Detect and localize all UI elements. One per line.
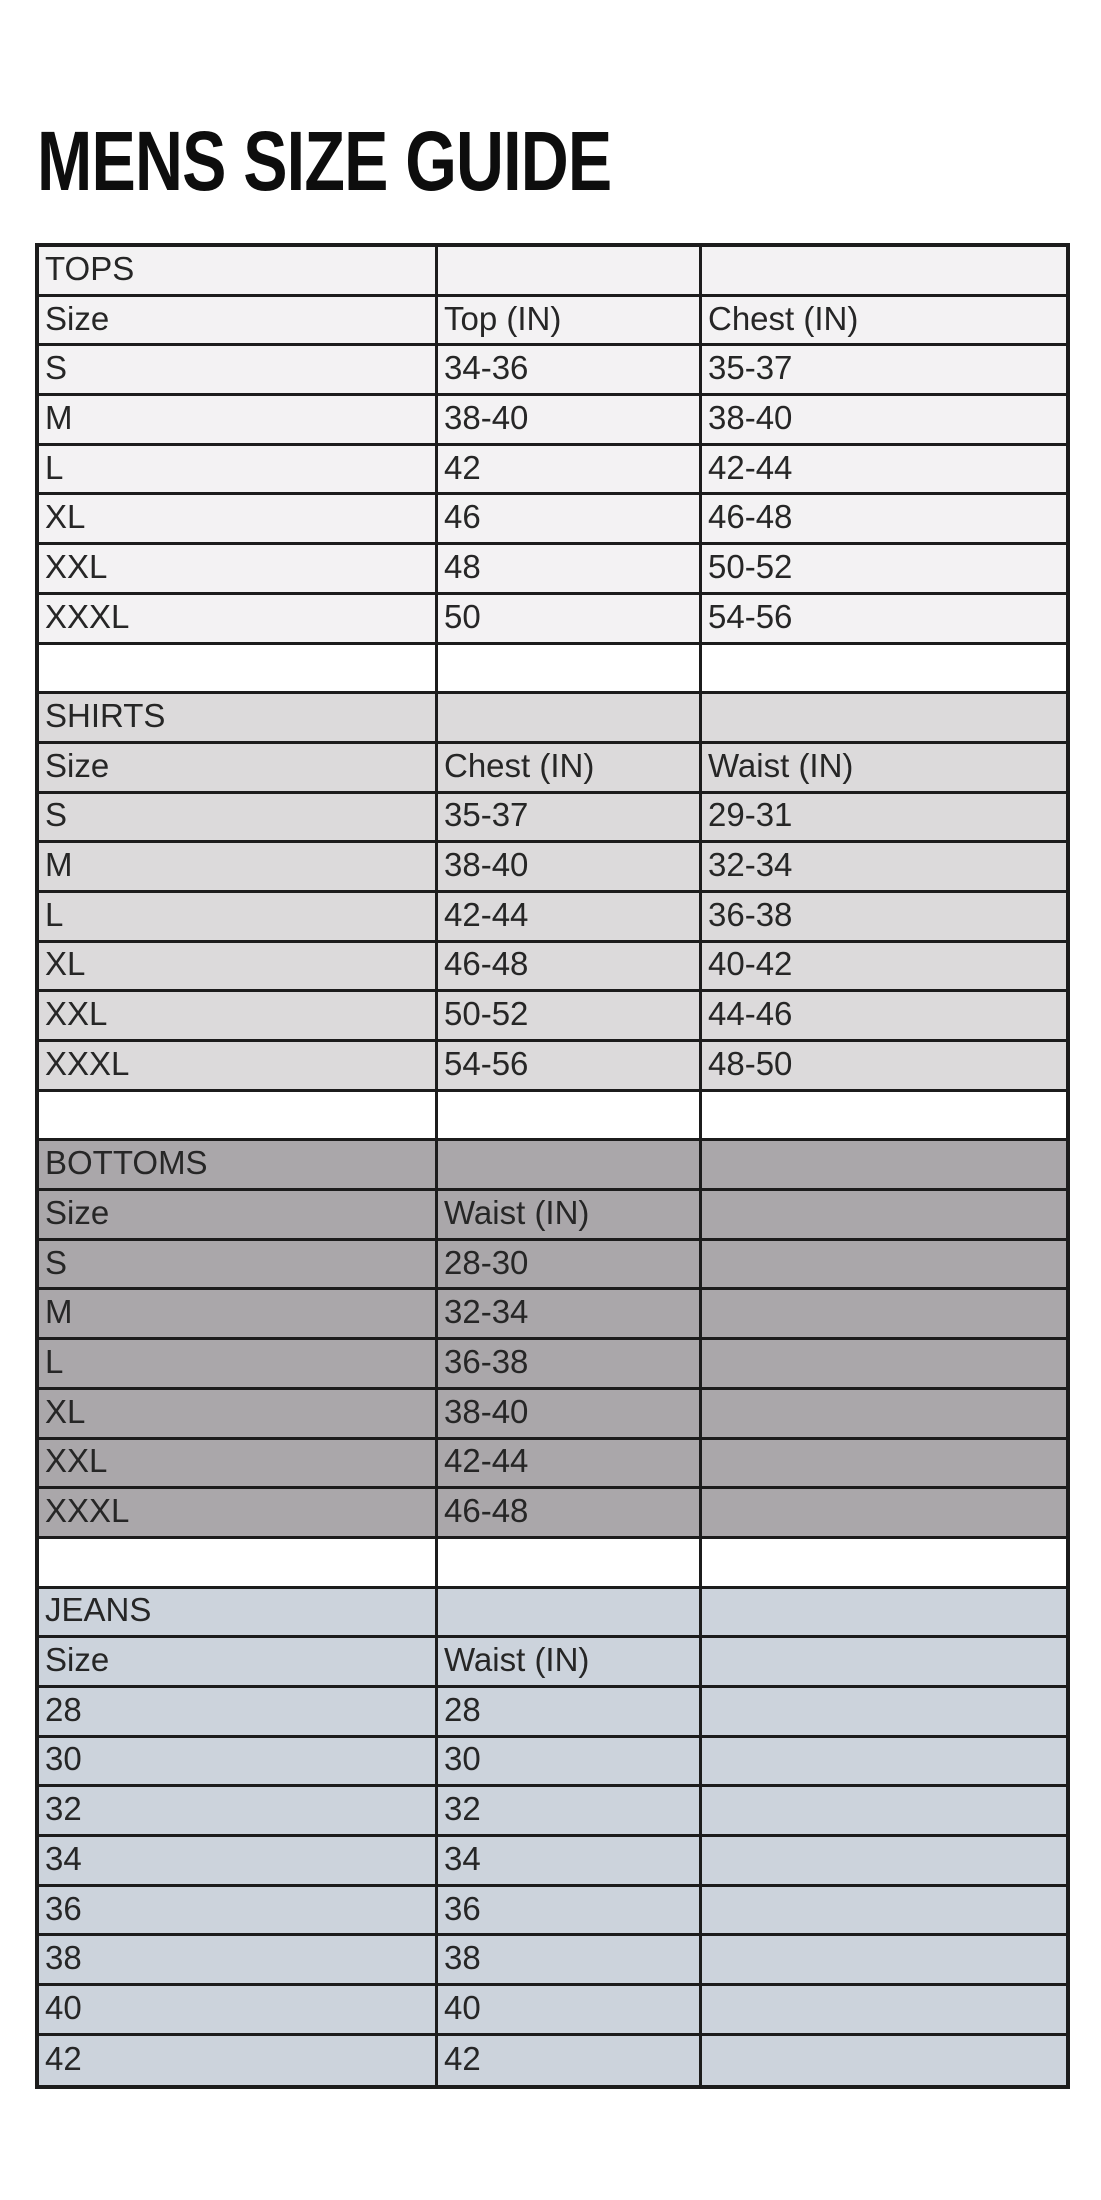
- size-cell: 38: [39, 1936, 438, 1983]
- value-cell: 28-30: [438, 1241, 702, 1288]
- size-cell: XXXL: [39, 595, 438, 642]
- value-cell: [702, 2036, 1066, 2086]
- value-cell: 35-37: [702, 346, 1066, 393]
- table-row: [39, 1688, 1066, 1738]
- value-cell: 38-40: [702, 396, 1066, 443]
- value-cell: 30: [438, 1738, 702, 1785]
- table-row: [39, 595, 1066, 645]
- empty-cell: [438, 1589, 702, 1636]
- value-cell: [702, 1241, 1066, 1288]
- value-cell: [702, 1887, 1066, 1934]
- size-cell: XXL: [39, 1440, 438, 1487]
- value-cell: 32-34: [702, 843, 1066, 890]
- column-header-row: [39, 1638, 1066, 1688]
- size-cell: L: [39, 446, 438, 493]
- value-cell: 32: [438, 1787, 702, 1834]
- value-cell: 46-48: [438, 943, 702, 990]
- section-header-row: [39, 247, 1066, 297]
- value-cell: 36-38: [702, 893, 1066, 940]
- empty-cell: [702, 1539, 1066, 1586]
- column-header-cell: Chest (IN): [702, 297, 1066, 344]
- value-cell: [702, 1738, 1066, 1785]
- column-header-cell: Waist (IN): [438, 1638, 702, 1685]
- value-cell: 50-52: [702, 545, 1066, 592]
- value-cell: 54-56: [702, 595, 1066, 642]
- size-cell: XXXL: [39, 1489, 438, 1536]
- table-row: [39, 495, 1066, 545]
- table-row: [39, 446, 1066, 496]
- value-cell: [702, 1390, 1066, 1437]
- page-title: MENS SIZE GUIDE: [37, 114, 612, 208]
- size-guide-table: [35, 243, 1070, 2089]
- section-title-cell: BOTTOMS: [39, 1141, 438, 1188]
- column-header-cell: [702, 1638, 1066, 1685]
- value-cell: 34-36: [438, 346, 702, 393]
- column-header-cell: Size: [39, 1638, 438, 1685]
- size-cell: XXL: [39, 992, 438, 1039]
- column-header-cell: Chest (IN): [438, 744, 702, 791]
- table-row: [39, 1489, 1066, 1539]
- size-cell: XL: [39, 943, 438, 990]
- value-cell: 46: [438, 495, 702, 542]
- column-header-cell: Waist (IN): [702, 744, 1066, 791]
- value-cell: 42-44: [438, 1440, 702, 1487]
- value-cell: 36: [438, 1887, 702, 1934]
- value-cell: 32-34: [438, 1290, 702, 1337]
- table-row: [39, 1290, 1066, 1340]
- spacer-row: [39, 1092, 1066, 1142]
- value-cell: [702, 1837, 1066, 1884]
- value-cell: 36-38: [438, 1340, 702, 1387]
- section-title-cell: SHIRTS: [39, 694, 438, 741]
- empty-cell: [438, 1092, 702, 1139]
- value-cell: 38-40: [438, 396, 702, 443]
- section-header-row: [39, 1141, 1066, 1191]
- empty-cell: [438, 694, 702, 741]
- empty-cell: [702, 1092, 1066, 1139]
- table-row: [39, 1340, 1066, 1390]
- size-cell: 42: [39, 2036, 438, 2086]
- size-cell: 28: [39, 1688, 438, 1735]
- table-row: [39, 843, 1066, 893]
- spacer-row: [39, 1539, 1066, 1589]
- section-title-cell: JEANS: [39, 1589, 438, 1636]
- table-row: [39, 2036, 1066, 2086]
- value-cell: [702, 1440, 1066, 1487]
- table-row: [39, 943, 1066, 993]
- empty-cell: [39, 1092, 438, 1139]
- size-cell: XXXL: [39, 1042, 438, 1089]
- empty-cell: [438, 645, 702, 692]
- column-header-row: [39, 744, 1066, 794]
- value-cell: 38-40: [438, 1390, 702, 1437]
- column-header-cell: Size: [39, 744, 438, 791]
- value-cell: [702, 1688, 1066, 1735]
- size-cell: S: [39, 794, 438, 841]
- table-row: [39, 794, 1066, 844]
- column-header-cell: Waist (IN): [438, 1191, 702, 1238]
- column-header-cell: Size: [39, 1191, 438, 1238]
- table-row: [39, 1986, 1066, 2036]
- table-row: [39, 1241, 1066, 1291]
- table-row: [39, 346, 1066, 396]
- table-row: [39, 992, 1066, 1042]
- size-cell: 32: [39, 1787, 438, 1834]
- value-cell: 35-37: [438, 794, 702, 841]
- size-cell: XL: [39, 1390, 438, 1437]
- value-cell: [702, 1489, 1066, 1536]
- table-row: [39, 545, 1066, 595]
- value-cell: 46-48: [702, 495, 1066, 542]
- value-cell: [702, 1936, 1066, 1983]
- empty-cell: [438, 247, 702, 294]
- spacer-row: [39, 645, 1066, 695]
- table-row: [39, 1042, 1066, 1092]
- size-cell: XXL: [39, 545, 438, 592]
- size-cell: 36: [39, 1887, 438, 1934]
- size-cell: M: [39, 1290, 438, 1337]
- column-header-row: [39, 1191, 1066, 1241]
- size-cell: L: [39, 1340, 438, 1387]
- empty-cell: [438, 1141, 702, 1188]
- value-cell: 42: [438, 446, 702, 493]
- table-row: [39, 1837, 1066, 1887]
- empty-cell: [39, 645, 438, 692]
- empty-cell: [702, 645, 1066, 692]
- table-row: [39, 396, 1066, 446]
- empty-cell: [39, 1539, 438, 1586]
- value-cell: 48-50: [702, 1042, 1066, 1089]
- section-header-row: [39, 694, 1066, 744]
- table-row: [39, 1887, 1066, 1937]
- table-row: [39, 1390, 1066, 1440]
- size-cell: 34: [39, 1837, 438, 1884]
- value-cell: 28: [438, 1688, 702, 1735]
- empty-cell: [702, 247, 1066, 294]
- column-header-cell: Top (IN): [438, 297, 702, 344]
- value-cell: 50-52: [438, 992, 702, 1039]
- size-cell: S: [39, 1241, 438, 1288]
- value-cell: [702, 1290, 1066, 1337]
- table-row: [39, 1738, 1066, 1788]
- value-cell: 44-46: [702, 992, 1066, 1039]
- value-cell: 42-44: [702, 446, 1066, 493]
- value-cell: 38-40: [438, 843, 702, 890]
- empty-cell: [702, 694, 1066, 741]
- size-cell: 30: [39, 1738, 438, 1785]
- size-cell: M: [39, 843, 438, 890]
- empty-cell: [702, 1589, 1066, 1636]
- value-cell: 29-31: [702, 794, 1066, 841]
- empty-cell: [438, 1539, 702, 1586]
- value-cell: 40-42: [702, 943, 1066, 990]
- table-row: [39, 1440, 1066, 1490]
- value-cell: 50: [438, 595, 702, 642]
- column-header-row: [39, 297, 1066, 347]
- value-cell: 42: [438, 2036, 702, 2086]
- value-cell: 46-48: [438, 1489, 702, 1536]
- section-header-row: [39, 1589, 1066, 1639]
- table-row: [39, 1936, 1066, 1986]
- size-cell: S: [39, 346, 438, 393]
- value-cell: [702, 1986, 1066, 2033]
- value-cell: 34: [438, 1837, 702, 1884]
- column-header-cell: Size: [39, 297, 438, 344]
- size-cell: 40: [39, 1986, 438, 2033]
- table-row: [39, 893, 1066, 943]
- value-cell: 38: [438, 1936, 702, 1983]
- value-cell: [702, 1340, 1066, 1387]
- value-cell: [702, 1787, 1066, 1834]
- value-cell: 54-56: [438, 1042, 702, 1089]
- size-cell: L: [39, 893, 438, 940]
- column-header-cell: [702, 1191, 1066, 1238]
- table-row: [39, 1787, 1066, 1837]
- value-cell: 48: [438, 545, 702, 592]
- size-cell: M: [39, 396, 438, 443]
- value-cell: 40: [438, 1986, 702, 2033]
- value-cell: 42-44: [438, 893, 702, 940]
- empty-cell: [702, 1141, 1066, 1188]
- section-title-cell: TOPS: [39, 247, 438, 294]
- size-cell: XL: [39, 495, 438, 542]
